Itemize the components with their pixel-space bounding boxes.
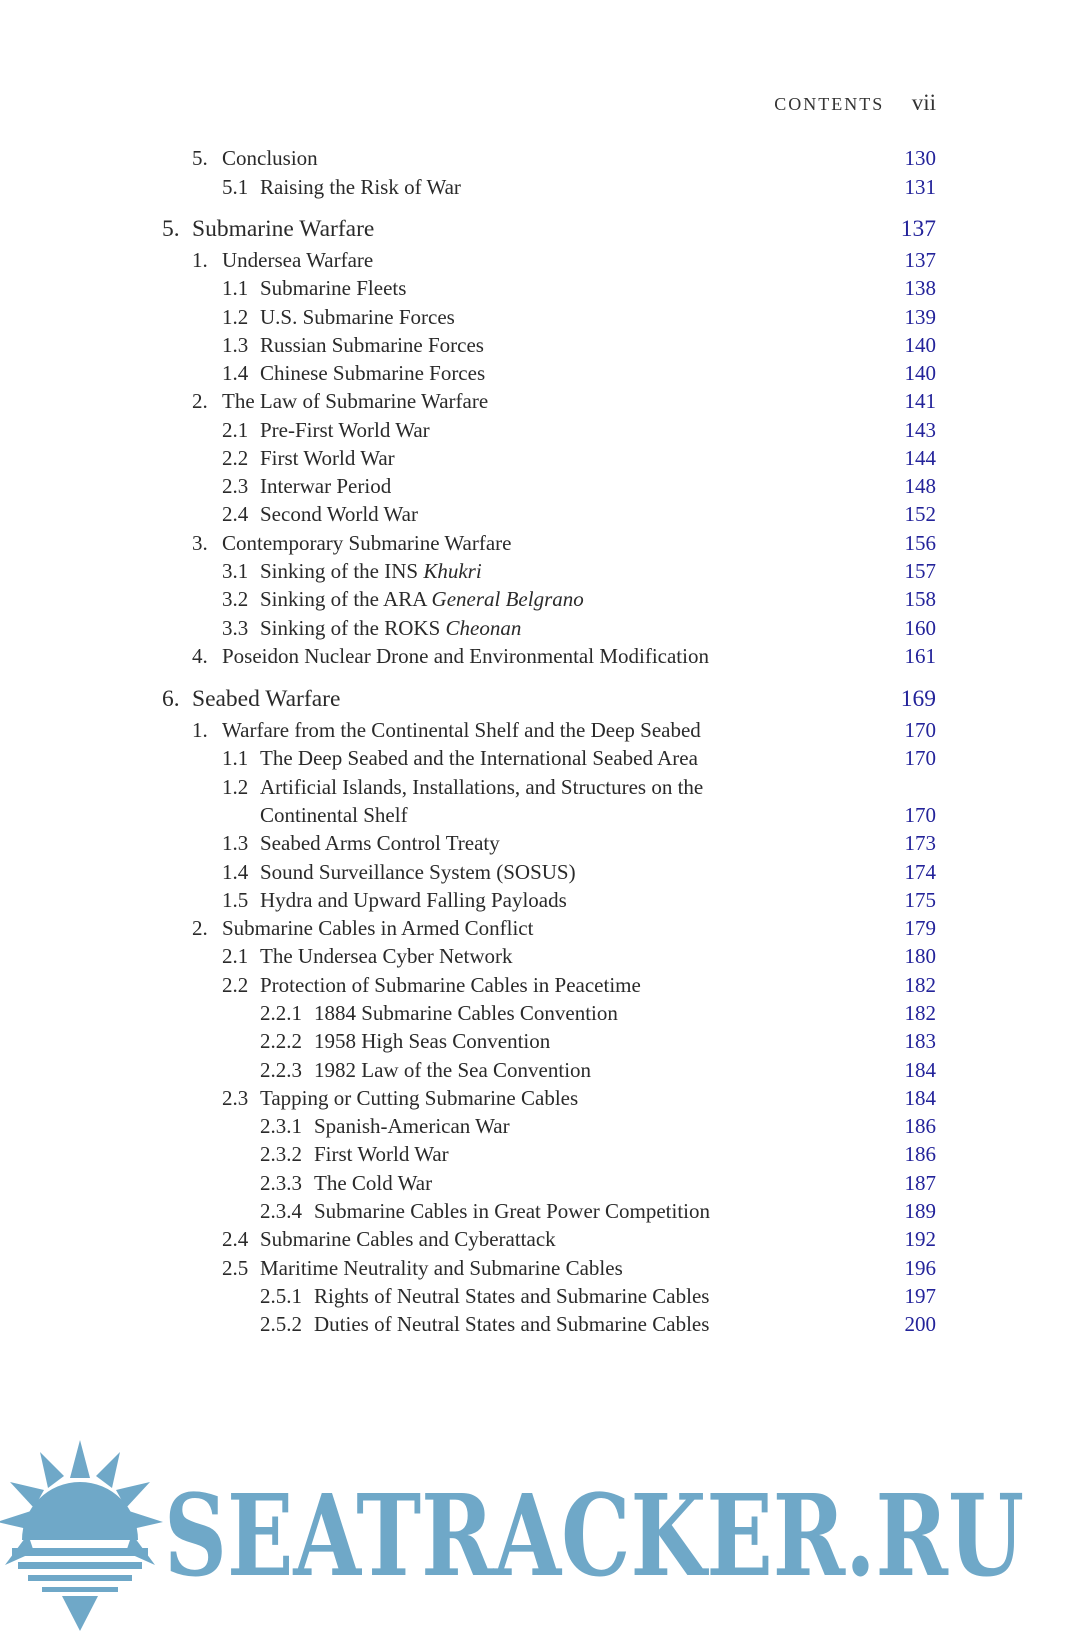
toc-entry-page[interactable]: 200 — [904, 1312, 936, 1336]
toc-entry-number: 2.2 — [222, 973, 249, 997]
toc-entry[interactable] — [0, 916, 1080, 946]
toc-entry-title: Poseidon Nuclear Drone and Environmental Modification — [222, 644, 709, 668]
toc-entry-number: 2.3.4 — [260, 1199, 302, 1223]
toc-entry-page[interactable]: 141 — [904, 389, 936, 413]
toc-entry-page[interactable]: 158 — [904, 587, 936, 611]
toc-entry-page[interactable]: 144 — [904, 446, 936, 470]
toc-entry-number: 6. — [162, 686, 180, 712]
toc-entry-title: Continental Shelf — [260, 803, 408, 827]
toc-entry-number: 2.2 — [222, 446, 249, 470]
toc-entry-page[interactable]: 157 — [904, 559, 936, 583]
toc-entry[interactable] — [0, 276, 1080, 306]
toc-entry-title: Seabed Warfare — [192, 686, 341, 712]
toc-entry[interactable] — [0, 888, 1080, 918]
toc-entry-title: U.S. Submarine Forces — [260, 305, 455, 329]
toc-entry-title: Submarine Cables in Great Power Competition — [314, 1199, 711, 1223]
watermark-graphic — [0, 1440, 1080, 1631]
toc-entry-title: Chinese Submarine Forces — [260, 361, 486, 385]
toc-entry-ship-name: Khukri — [423, 559, 482, 583]
toc-entry[interactable] — [0, 1256, 1080, 1286]
toc-entry-page[interactable]: 161 — [904, 644, 936, 668]
toc-entry-page[interactable]: 140 — [904, 361, 936, 385]
toc-entry-title: Pre-First World War — [260, 418, 430, 442]
toc-entry-title: Maritime Neutrality and Submarine Cables — [260, 1256, 623, 1280]
toc-entry-page[interactable]: 156 — [904, 531, 936, 555]
toc-entry-number: 1. — [192, 248, 208, 272]
toc-entry-page[interactable]: 175 — [904, 888, 936, 912]
toc-entry-page[interactable]: 174 — [904, 860, 936, 884]
toc-entry[interactable] — [0, 644, 1080, 674]
toc-entry[interactable] — [0, 502, 1080, 532]
toc-entry-title: The Undersea Cyber Network — [260, 944, 513, 968]
running-head — [774, 90, 936, 116]
toc-entry-title: Russian Submarine Forces — [260, 333, 484, 357]
toc-entry[interactable] — [0, 1001, 1080, 1031]
toc-entry-number: 2.2.1 — [260, 1001, 302, 1025]
toc-entry[interactable] — [0, 248, 1080, 278]
toc-entry-number: 3. — [192, 531, 208, 555]
toc-entry-number: 2.3.3 — [260, 1171, 302, 1195]
toc-entry-page[interactable]: 196 — [904, 1256, 936, 1280]
toc-entry[interactable] — [0, 1086, 1080, 1116]
toc-entry-number: 2.2.3 — [260, 1058, 302, 1082]
toc-entry-title: Sound Surveillance System (SOSUS) — [260, 860, 576, 884]
toc-entry-title: Artificial Islands, Installations, and Structures on the — [260, 775, 704, 799]
toc-entry-number: 1. — [192, 718, 208, 742]
toc-chapter[interactable] — [0, 216, 1080, 246]
toc-entry-number: 1.5 — [222, 888, 249, 912]
toc-entry-title: Interwar Period — [260, 474, 392, 498]
toc-entry[interactable] — [0, 775, 1080, 805]
toc-entry-page[interactable]: 160 — [904, 616, 936, 640]
toc-entry-number: 1.4 — [222, 361, 249, 385]
toc-entry-page[interactable]: 170 — [904, 803, 936, 827]
toc-entry-page[interactable]: 170 — [904, 746, 936, 770]
toc-entry-page[interactable]: 138 — [904, 276, 936, 300]
toc-entry-page[interactable]: 137 — [904, 248, 936, 272]
toc-entry-title: Submarine Fleets — [260, 276, 407, 300]
toc-entry-title: 1884 Submarine Cables Convention — [314, 1001, 618, 1025]
toc-entry-number: 1.3 — [222, 333, 249, 357]
toc-entry-number: 3.1 — [222, 559, 249, 583]
toc-entry-number: 1.2 — [222, 775, 249, 799]
toc-entry-title: Spanish-American War — [314, 1114, 510, 1138]
toc-entry-title: The Law of Submarine Warfare — [222, 389, 489, 413]
watermark-text: SEATRACKER.RU — [164, 1471, 1024, 1602]
toc-entry-title: Undersea Warfare — [222, 248, 374, 272]
toc-entry-number: 2. — [192, 916, 208, 940]
toc-entry-page[interactable]: 180 — [904, 944, 936, 968]
toc-entry-title: Duties of Neutral States and Submarine Cables — [314, 1312, 710, 1336]
toc-entry[interactable] — [0, 718, 1080, 748]
toc-entry-title: The Cold War — [314, 1171, 433, 1195]
toc-entry-title: Conclusion — [222, 146, 318, 170]
toc-entry[interactable] — [0, 587, 1080, 617]
toc-entry-page[interactable]: 187 — [904, 1171, 936, 1195]
toc-entry[interactable] — [0, 446, 1080, 476]
toc-entry-number: 2.1 — [222, 418, 249, 442]
toc-entry[interactable] — [0, 175, 1080, 205]
toc-entry[interactable] — [0, 361, 1080, 391]
toc-entry-page[interactable]: 182 — [904, 1001, 936, 1025]
toc-entry-number: 1.1 — [222, 276, 249, 300]
toc-entry-number: 5. — [192, 146, 208, 170]
toc-entry[interactable] — [0, 860, 1080, 890]
toc-entry-number: 2. — [192, 389, 208, 413]
toc-entry[interactable] — [0, 389, 1080, 419]
toc-entry[interactable] — [0, 333, 1080, 363]
toc-entry-title: The Deep Seabed and the International Seabed Area — [260, 746, 698, 770]
toc-entry-number: 3.2 — [222, 587, 249, 611]
toc-entry[interactable] — [0, 1171, 1080, 1201]
running-head-label: CONTENTS — [774, 94, 885, 114]
watermark — [0, 1440, 1080, 1631]
toc-entry-title: Hydra and Upward Falling Payloads — [260, 888, 567, 912]
toc-entry-number: 2.3.1 — [260, 1114, 302, 1138]
toc-entry-continuation[interactable] — [0, 803, 1080, 833]
toc-entry-number: 5. — [162, 216, 180, 242]
toc-entry-number: 5.1 — [222, 175, 249, 199]
toc-entry[interactable] — [0, 1199, 1080, 1229]
toc-entry-number: 2.5.2 — [260, 1312, 302, 1336]
toc-entry[interactable] — [0, 746, 1080, 776]
toc-entry-page[interactable]: 192 — [904, 1227, 936, 1251]
toc-entry[interactable] — [0, 1058, 1080, 1088]
toc-entry-title: Raising the Risk of War — [260, 175, 461, 199]
toc-entry-number: 1.2 — [222, 305, 249, 329]
toc-entry-title: Sinking of the INS — [260, 559, 424, 583]
toc-entry-title: Contemporary Submarine Warfare — [222, 531, 512, 555]
page-number: vii — [911, 90, 936, 115]
toc-entry[interactable] — [0, 1284, 1080, 1314]
toc-entry-title: Sinking of the ARA — [260, 587, 432, 611]
toc-entry-number: 2.2.2 — [260, 1029, 302, 1053]
toc-entry-number: 2.5.1 — [260, 1284, 302, 1308]
toc-entry-title: Submarine Cables and Cyberattack — [260, 1227, 556, 1251]
toc-entry-ship-name: General Belgrano — [431, 587, 584, 611]
toc-entry-title: Submarine Cables in Armed Conflict — [222, 916, 534, 940]
toc-entry-number: 2.4 — [222, 1227, 249, 1251]
toc-entry[interactable] — [0, 1227, 1080, 1257]
toc-entry-number: 2.5 — [222, 1256, 249, 1280]
toc-entry[interactable] — [0, 146, 1080, 176]
toc-chapter[interactable] — [0, 686, 1080, 716]
toc-entry-page[interactable]: 186 — [904, 1114, 936, 1138]
toc-entry-page[interactable]: 137 — [900, 216, 936, 242]
toc-entry-page[interactable]: 148 — [904, 474, 936, 498]
toc-entry-ship-name: Cheonan — [445, 616, 522, 640]
toc-entry-page[interactable]: 179 — [904, 916, 936, 940]
toc-entry-number: 2.3 — [222, 1086, 249, 1110]
toc-entry-number: 2.1 — [222, 944, 249, 968]
toc-entry-title: Tapping or Cutting Submarine Cables — [260, 1086, 579, 1110]
toc-entry-title: Second World War — [260, 502, 418, 526]
toc-entry[interactable] — [0, 616, 1080, 646]
toc-entry-page[interactable]: 130 — [904, 146, 936, 170]
toc-entry-page[interactable]: 173 — [904, 831, 936, 855]
toc-entry[interactable] — [0, 973, 1080, 1003]
toc-entry-page[interactable]: 139 — [904, 305, 936, 329]
toc-entry-page[interactable]: 169 — [900, 686, 936, 712]
toc-entry-page[interactable]: 184 — [904, 1086, 936, 1110]
toc-entry-title: Sinking of the ROKS — [260, 616, 446, 640]
toc-entry[interactable] — [0, 559, 1080, 589]
toc-entry-number: 1.3 — [222, 831, 249, 855]
toc-entry[interactable] — [0, 531, 1080, 561]
toc-entry-page[interactable]: 152 — [904, 502, 936, 526]
sun-logo-icon — [0, 1440, 163, 1631]
toc-entry-page[interactable]: 184 — [904, 1058, 936, 1082]
toc-entry-title: Warfare from the Continental Shelf and the Deep Seabed — [222, 718, 701, 742]
toc-entry-title: 1958 High Seas Convention — [314, 1029, 551, 1053]
toc-entry-title: First World War — [260, 446, 395, 470]
toc-entry-title: First World War — [314, 1142, 449, 1166]
toc-entry-number: 2.3.2 — [260, 1142, 302, 1166]
toc-entry-page[interactable]: 140 — [904, 333, 936, 357]
toc-entry[interactable] — [0, 305, 1080, 335]
toc-entry-page[interactable]: 182 — [904, 973, 936, 997]
toc-entry-page[interactable]: 143 — [904, 418, 936, 442]
toc-entry-number: 1.4 — [222, 860, 249, 884]
toc-entry-number: 2.4 — [222, 502, 249, 526]
toc-entry[interactable] — [0, 418, 1080, 448]
toc-entry-page[interactable]: 189 — [904, 1199, 936, 1223]
toc-entry[interactable] — [0, 474, 1080, 504]
toc-entry-number: 1.1 — [222, 746, 249, 770]
toc-entry-page[interactable]: 183 — [904, 1029, 936, 1053]
toc-entry[interactable] — [0, 831, 1080, 861]
toc-entry-page[interactable]: 197 — [904, 1284, 936, 1308]
toc-entry[interactable] — [0, 944, 1080, 974]
toc-entry-title: Submarine Warfare — [192, 216, 375, 242]
toc-entry-page[interactable]: 131 — [904, 175, 936, 199]
toc-entry-page[interactable]: 170 — [904, 718, 936, 742]
toc-entry-title: 1982 Law of the Sea Convention — [314, 1058, 592, 1082]
toc-entry[interactable] — [0, 1312, 1080, 1342]
toc-entry-number: 2.3 — [222, 474, 249, 498]
toc-entry[interactable] — [0, 1029, 1080, 1059]
toc-entry[interactable] — [0, 1142, 1080, 1172]
toc-entry-title: Seabed Arms Control Treaty — [260, 831, 500, 855]
toc-entry[interactable] — [0, 1114, 1080, 1144]
toc-entry-page[interactable]: 186 — [904, 1142, 936, 1166]
toc-entry-title: Protection of Submarine Cables in Peacetime — [260, 973, 641, 997]
toc-entry-number: 3.3 — [222, 616, 249, 640]
toc-entry-title: Rights of Neutral States and Submarine Cables — [314, 1284, 710, 1308]
toc-entry-number: 4. — [192, 644, 208, 668]
